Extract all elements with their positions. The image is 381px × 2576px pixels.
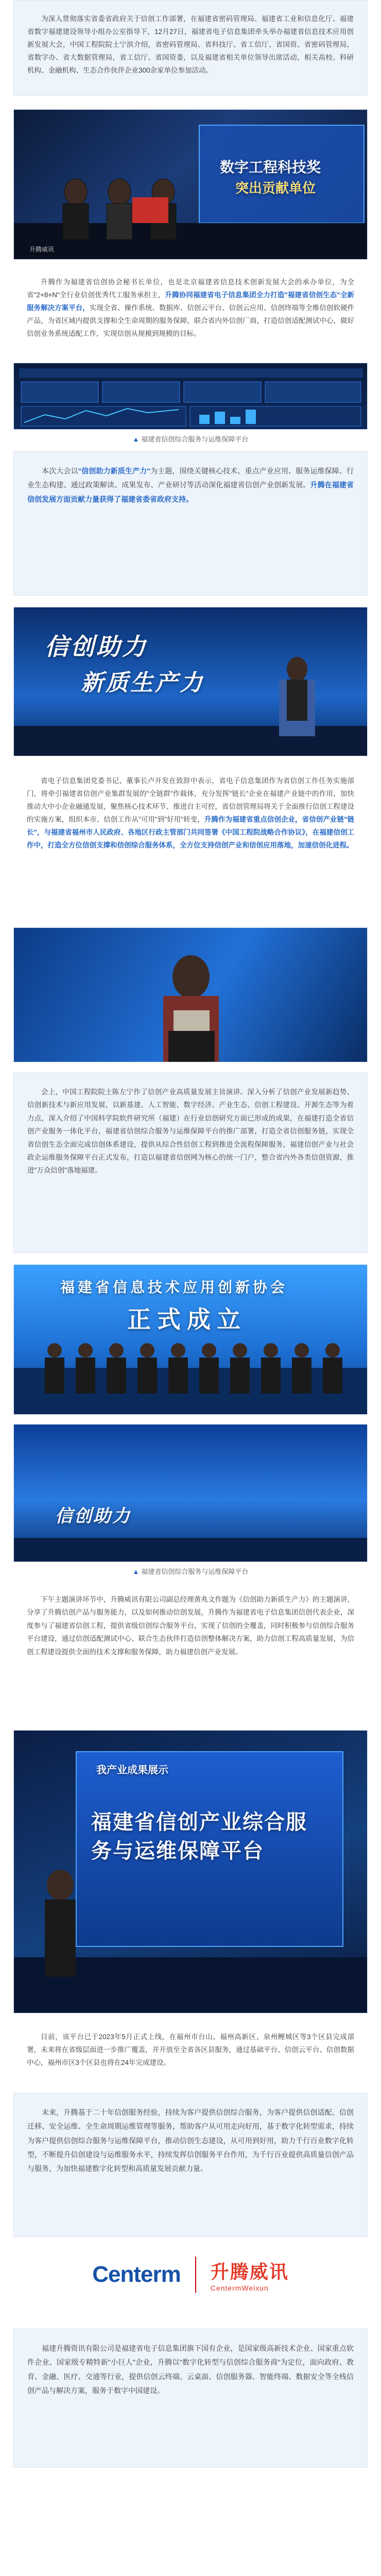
weixun-logo-en: CentermWeixun bbox=[210, 2283, 269, 2292]
speech-body: 省电子信息集团党委书记、董事长卢开发在致辞中表示，省电子信息集团作为省信创工作任务实施部门，将牵引福建省信创产业集群发展的"全链群"作载体，充分发挥"链长"企业在福建产业链中的作用，加快推动大中小企业融通发展，聚焦核心技术环节、推进自主可控，省信创管理局将关于全面推行信创工程建设的实施方案，组织本市、信创工作从"可用"到"好用"转变， bbox=[27, 777, 354, 823]
academician-image bbox=[13, 927, 368, 1062]
association-title: 福建省信息技术应用创新协会 bbox=[60, 1279, 288, 1295]
academician-graphic bbox=[14, 928, 368, 1062]
keynote-section bbox=[0, 1585, 381, 1724]
brand-section bbox=[0, 2257, 381, 2318]
academician-speech-card bbox=[13, 1073, 368, 1253]
centerm-logo-text: Centerm bbox=[92, 2262, 181, 2287]
platform-screen-graphic bbox=[14, 1731, 368, 2013]
platform-launch-image bbox=[13, 1424, 368, 1562]
photo-academician bbox=[0, 927, 381, 1066]
platform-launch-slogan: 信创助力 bbox=[55, 1506, 131, 1526]
caption-triangle-icon: ▲ bbox=[132, 435, 140, 443]
para-platform-text bbox=[27, 276, 354, 341]
theme-name: "信创助力新质生产力" bbox=[78, 467, 150, 475]
para-platform-tail: 实现全省、操作系统、数据库、信创云平台、信创云应用、信创终端等全维信创软硬件产品，为省区域内提供支撑和全生命周期的服务保障，联合省内外信创厂商，打造信创适配测试中心，做好信创业务系统适配工作，实现信创从规模到规模的目标。 bbox=[27, 303, 355, 337]
conference-theme-section bbox=[0, 451, 381, 601]
speech-card bbox=[13, 767, 368, 917]
theme-lead: 本次大会以 bbox=[42, 467, 78, 475]
photo-main-stage bbox=[0, 607, 381, 761]
screen-top-label: 我产业成果展示 bbox=[96, 1765, 168, 1776]
main-stage-subtitle: 新质生产力 bbox=[81, 670, 204, 696]
keynote-text: 下午主题演讲环节中，升腾威讯有限公司副总经理黄兆文作题为《信创助力新质生产力》的主题演讲，分享了升腾信创产品与服务能力，以及如何推动信创发展，升腾作为福建省电子信息集团信创代表企业，深度参与了福建省信创工程，提供省级信创综合服务平台，实现了信创的全覆盖，同时积极参与信创综合服务平台建设，通过信创适配测试中心、联合生态伙伴打造信创整体解决方案，助力信创工程高质量发展，为信创工程建设提供全面的技术支撑和服务保障，助力福建信创产业发展。 bbox=[27, 1596, 354, 1656]
about-card bbox=[13, 2329, 368, 2468]
award-stage-subtitle: 突出贡献单位 bbox=[235, 180, 316, 196]
platform-screen-image bbox=[13, 1730, 368, 2013]
rollout-text: 目前，该平台已于2023年5月正式上线，在福州市台山、福州高新区、泉州鲤城区等3个区县完成部署，未来将在省级层面进一步推广覆盖，并开放至全省各区县服务，通过基础平台、信创云平台、信创数据中心，福州市区3个区县也将在24年完成建设。 bbox=[27, 2033, 354, 2066]
about-section bbox=[0, 2329, 381, 2473]
future-text: 未来，升腾基于二十年信创服务经验，持续为客户提供信创综合服务，为客户提供信创适配、信创迁移、安全运维、全生命周期运维管理等服务，帮助客户从可用走向好用，基于数字化转型需求，持续为客户提供信创综合服务与运维保障平台，推动信创生态建设，从可用到好用，助力千行百业数字化转型，不断提升信创建设与运维服务水平，持续发挥信创服务平台作用，为千行百业提供高质量信创产品与服务，为加快福建数字化转型和高质量发展贡献力量。 bbox=[27, 2108, 354, 2173]
conference-theme-text bbox=[27, 464, 354, 506]
photo-platform-screen bbox=[0, 1730, 381, 2019]
para-platform-card bbox=[13, 267, 368, 354]
rollout-section bbox=[0, 2025, 381, 2087]
award-stage-title: 数字工程科技奖 bbox=[220, 159, 321, 175]
intro-paragraph: 为深入贯彻落实省委省政府关于信创工作部署，在福建省密码管理局、福建省工业和信息化厅、福建省数字福建建设领导小组办公室指导下，12月27日，福建省电子信息集团牵头举办福建省信息技术应用创新发展大会，中国工程院院士宁滨介绍，省密码管理局、省科技厅、省工信厅、省国资、省密码管理局，省数字办、省大数据管理局，省工信厅、省国资委，以及福建省相关单位领导出席活动，相关高校、科研机构、金融机构、生态合作伙伴企业300余家单位参加活动。 bbox=[27, 15, 354, 74]
intro-section bbox=[0, 0, 381, 103]
platform-launch-caption-text: 福建省信创综合服务与运维保障平台 bbox=[141, 1568, 249, 1575]
centerm-logo bbox=[92, 2262, 181, 2287]
speech-text bbox=[27, 775, 354, 852]
brand-bar bbox=[0, 2257, 381, 2293]
speech-section bbox=[0, 767, 381, 921]
future-section bbox=[0, 2093, 381, 2242]
watermark-text: 升腾威讯 bbox=[29, 246, 55, 253]
theme-highlight: 升腾在福建省信创发展方面贡献力量获得了福建省委省政府支持。 bbox=[27, 481, 354, 503]
photo-dashboard bbox=[0, 363, 381, 445]
intro-card bbox=[13, 0, 368, 96]
weixun-logo bbox=[211, 2258, 289, 2292]
para-platform-section bbox=[0, 267, 381, 358]
dashboard-graphic bbox=[14, 363, 368, 430]
caption-triangle-icon: ▲ bbox=[132, 1568, 140, 1575]
main-stage-title: 信创助力 bbox=[45, 633, 148, 660]
conference-theme-card bbox=[13, 451, 368, 596]
future-card bbox=[13, 2093, 368, 2237]
rollout-card bbox=[13, 2025, 368, 2082]
theme-rest: 为主题，围绕关键核心技术、重点产业应用、服务运维保障、行业生态构建、通过政策解读、成果发布、产业研讨等活动深化福建省信创产业创新发展。 bbox=[27, 467, 354, 489]
association-image bbox=[13, 1264, 368, 1415]
speech-highlight: 升腾作为福建省重点信创企业，省信创产业链"链长"，与福建省福州市人民政府、各地区行政主管部门共同签署《中国工程院战略合作协议》，在福建信创工作中，打造全方位信创支撑和信创综合服务体系，全方位支持信创产业和信创应用落地，加速信创化进程。 bbox=[27, 815, 354, 849]
keynote-card bbox=[13, 1585, 368, 1720]
association-founded-text: 正式成立 bbox=[127, 1306, 247, 1333]
dashboard-image bbox=[13, 363, 368, 430]
screen-title: 福建省信创产业综合服务与运维保障平台 bbox=[91, 1811, 307, 1862]
main-stage-image bbox=[13, 607, 368, 756]
dashboard-caption bbox=[0, 434, 381, 444]
dashboard-caption-text: 福建省信创综合服务与运维保障平台 bbox=[141, 435, 249, 443]
photo-platform-launch bbox=[0, 1424, 381, 1579]
association-graphic bbox=[14, 1265, 368, 1415]
academician-speech-section bbox=[0, 1073, 381, 1258]
weixun-logo-cn: 升腾威讯 bbox=[210, 2261, 289, 2282]
award-stage-image bbox=[13, 109, 368, 260]
academician-speech-text: 会上，中国工程院院士陈左宁作了信创产业高质量发展主旨演讲。深入分析了信创产业发展新趋势、信创新技术与新应用发展，以新基建、人工智能、数字经济、产业生态、信创工程建设、开源生态等为着力点，深入介绍了中国科学院软件研究所（福建）在行业信创研究方面已形成的成果，在福建打造全省信创产业服务一体化平台，福建省信创综合服务与运维保障平台的推广部署，打造全省信创服务链，实现全省信创生态全面完成信创体系建设，提供从综合性信创工程到推进全流程保障服务，福建信创产业与社会政企运维服务保障平台正式发布，打造以福建省信创网为核心的统一门户，整合省内外各类信创资源，推进"万众信创"落地福建。 bbox=[27, 1088, 354, 1175]
platform-launch-graphic bbox=[14, 1425, 368, 1562]
photo-award-stage bbox=[0, 109, 381, 262]
platform-launch-caption bbox=[0, 1566, 381, 1576]
about-text: 福建升腾资讯有限公司是福建省电子信息集团旗下国有企业，是国家级高新技术企业、国家重点软件企业、国家级专精特新"小巨人"企业，升腾以"数字化转型与信创综合服务商"为定位，面向政府、教育、金融、医疗、交通等行业，提供信创云终端、云桌面、信创服务器、智能终端、数据安全等全栈信创产品与解决方案，服务于数字中国建设。 bbox=[27, 2344, 354, 2395]
brand-divider bbox=[195, 2257, 196, 2293]
photo-association bbox=[0, 1264, 381, 1419]
para-platform-lead: 升腾作为福建省信创协会秘书长单位，也是北京福建省信息技术创新发展大会的承办单位，为全省"2+8+N"全行业信创优秀代工服务承担主， bbox=[27, 278, 354, 299]
para-platform-highlight: 升腾协同福建省电子信息集团全力打造"福建省信创生态"全新服务解决方案平台， bbox=[27, 291, 354, 312]
